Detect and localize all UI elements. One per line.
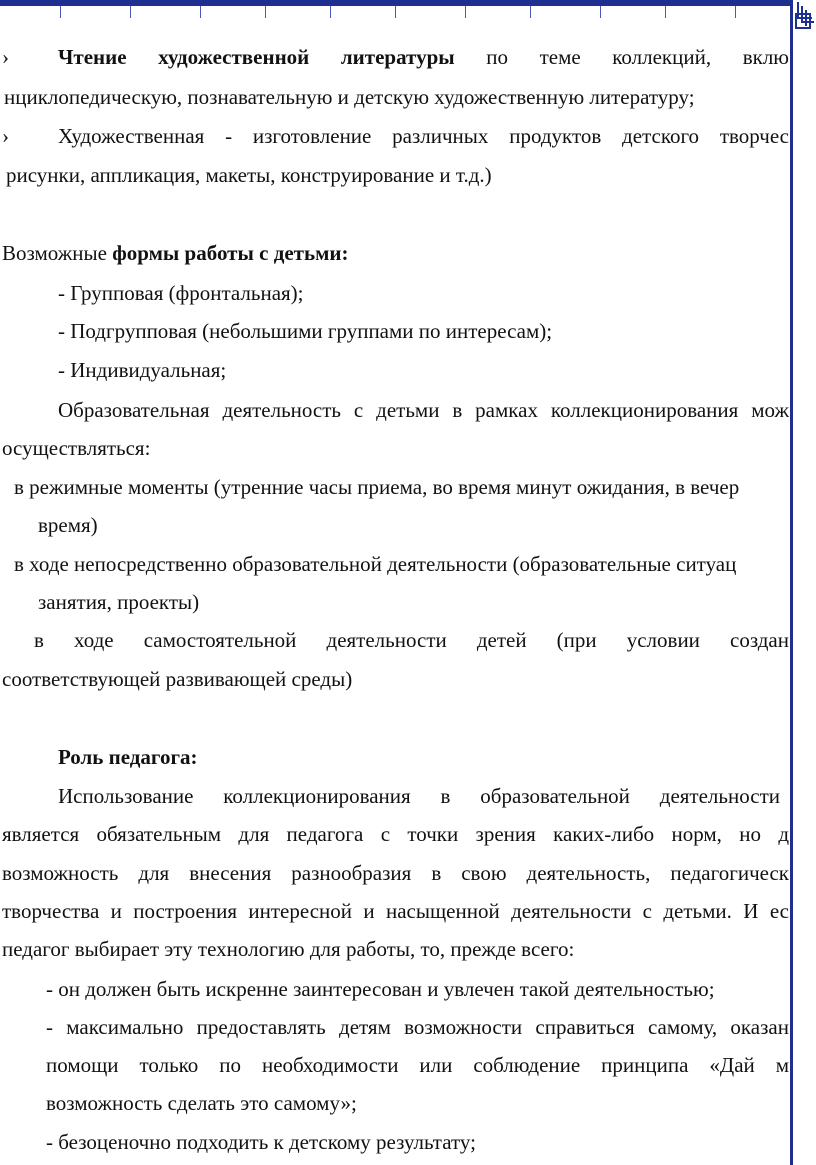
bullet-mark: › <box>2 45 9 69</box>
role-line: является обязательным для педагога с точки зрения каких-либо норм, но д <box>2 822 789 846</box>
forms-heading: Возможные формы работы с детьми: <box>2 241 349 265</box>
paragraph-reading-line-2: нциклопедическую, познавательную и детскую художественную литературу; <box>4 85 695 109</box>
list-item-line-2: занятия, проекты) <box>38 590 200 614</box>
paragraph-education-line-2: осуществляться: <box>2 436 151 460</box>
tail-line: - безоценочно подходить к детскому результату; <box>46 1130 476 1154</box>
role-heading: Роль педагога: <box>58 745 198 769</box>
role-line: педагог выбирает эту технологию для работы, то, прежде всего: <box>2 937 575 961</box>
paragraph-art-line-1: Художественная - изготовление различных продуктов детского творчес <box>58 124 789 148</box>
tail-line: возможность сделать это самому»; <box>46 1091 357 1115</box>
role-line: творчества и построения интересной и насыщенной деятельности с детьми. И ес <box>2 899 789 923</box>
list-item-line-1: в режимные моменты (утренние часы приема, во время минут ожидания, в вечер <box>14 475 740 499</box>
list-item-line-2: соответствующей развивающей среды) <box>2 667 353 691</box>
tail-line: - он должен быть искренне заинтересован и увлечен такой деятельностью; <box>46 977 715 1001</box>
list-item-line-1: в ходе непосредственно образовательной деятельности (образовательные ситуац <box>14 552 737 576</box>
paragraph-education-line-1: Образовательная деятельность с детьми в рамках коллекционирования мож <box>58 398 789 422</box>
bullet-mark: › <box>2 124 9 148</box>
forms-item: - Подгрупповая (небольшими группами по интересам); <box>58 319 553 343</box>
page-border-right <box>790 0 793 1165</box>
list-item-line-1: в ходе самостоятельной деятельности детей (при условии создан <box>34 628 789 652</box>
forms-item: - Групповая (фронтальная); <box>58 281 304 305</box>
tail-line: - максимально предоставлять детям возможности справиться самому, оказан <box>46 1015 789 1039</box>
paragraph-art-line-2: рисунки, аппликация, макеты, конструирование и т.д.) <box>6 163 492 187</box>
list-item-line-2: время) <box>38 513 98 537</box>
page-border-top <box>0 0 790 18</box>
forms-item: - Индивидуальная; <box>58 358 227 382</box>
corner-ornament-icon <box>792 0 816 40</box>
role-line: Использование коллекционирования в образовательной деятельности <box>58 784 780 808</box>
role-line: возможность для внесения разнообразия в свою деятельность, педагогическ <box>2 861 789 885</box>
tail-line: помощи только по необходимости или соблюдение принципа «Дай м <box>46 1053 789 1077</box>
paragraph-reading-line-1: Чтение художественной литературы по теме коллекций, вклю <box>58 45 789 69</box>
